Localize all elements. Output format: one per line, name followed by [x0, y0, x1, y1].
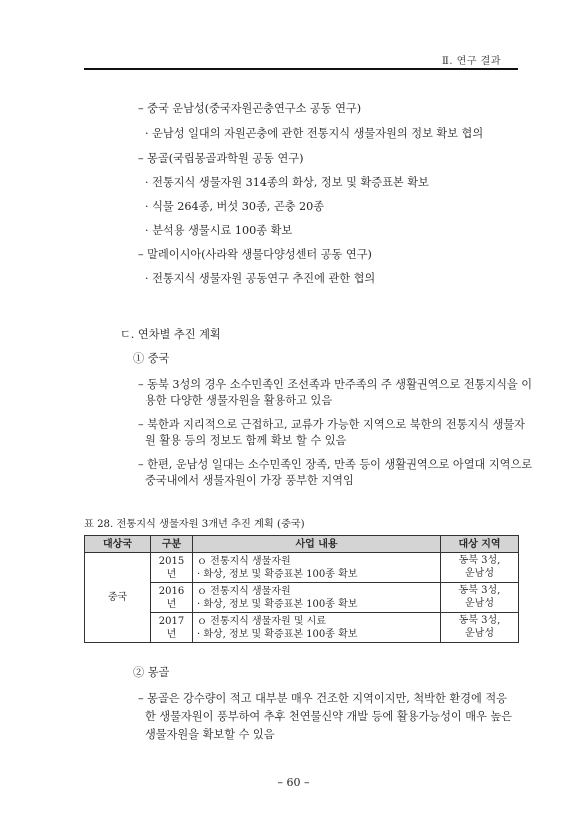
- sub-bullet-yunnan-info: · 운남성 일대의 자원곤충에 관한 전통지식 생물자원의 정보 확보 협의: [145, 127, 484, 140]
- china-para-2-line-1: – 북한과 지리적으로 근접하고, 교류가 가능한 지역으로 북한의 전통지식 생물자: [138, 418, 525, 431]
- content-line: · 화상, 정보 및 확증표본 100종 확보: [197, 568, 358, 580]
- sub-bullet-malaysia-consult: · 전통지식 생물자원 공동연구 추진에 관한 협의: [145, 272, 376, 285]
- content-line: ｏ 전통지식 생물자원: [197, 585, 291, 597]
- bullet-mongolia: – 몽골(국립몽골과학원 공동 연구): [138, 152, 304, 165]
- content-line: ｏ 전통지식 생물자원 및 시료: [197, 615, 326, 627]
- china-para-1-line-1: – 동북 3성의 경우 소수민족인 조선족과 만주족의 주 생활권역으로 전통지식을 이: [138, 378, 533, 391]
- table-row: [85, 553, 519, 583]
- china-para-3-line-2: 중국내에서 생물자원이 가장 풍부한 지역임: [145, 474, 354, 487]
- content-line: · 화상, 정보 및 확증표본 100종 확보: [197, 628, 358, 640]
- content-line: · 화상, 정보 및 확증표본 100종 확보: [197, 598, 358, 610]
- bullet-yunnan: – 중국 운남성(중국자원곤충연구소 공동 연구): [138, 102, 362, 115]
- subheading-china: ① 중국: [133, 352, 170, 365]
- header-country: 대상국: [85, 536, 151, 553]
- bullet-malaysia: – 말레이시아(사라왁 생물다양성센터 공동 연구): [138, 248, 372, 261]
- header-rule: [84, 68, 518, 70]
- header-category: 구분: [151, 536, 193, 553]
- year-cell: 2016년: [151, 583, 193, 613]
- table-header-row: [85, 536, 519, 553]
- region-line: 동북 3성,: [458, 615, 501, 626]
- country-cell: 중국: [85, 553, 151, 643]
- region-cell: [441, 583, 519, 613]
- region-line: 운남성: [465, 627, 494, 639]
- year-cell: 2015년: [151, 553, 193, 583]
- region-cell: [441, 613, 519, 643]
- mongolia-para-line-1: – 몽골은 강수량이 적고 대부분 매우 건조한 지역이지만, 척박한 환경에 적응: [138, 692, 507, 705]
- content-cell: [193, 583, 441, 613]
- china-para-2-line-2: 원 활용 등의 정보도 함께 확보 할 수 있음: [145, 434, 347, 447]
- region-cell: [441, 553, 519, 583]
- header-content: 사업 내용: [193, 536, 441, 553]
- china-para-1-line-2: 용한 다양한 생물자원을 활용하고 있음: [145, 394, 333, 407]
- mongolia-para-line-2: 한 생물자원이 풍부하여 추후 천연물신약 개발 등에 활용가능성이 매우 높은: [145, 710, 513, 723]
- region-line: 운남성: [465, 567, 494, 579]
- sub-bullet-mongolia-species: · 식물 264종, 버섯 30종, 곤충 20종: [145, 200, 325, 213]
- content-line: ｏ 전통지식 생물자원: [197, 555, 291, 567]
- china-para-3-line-1: – 한편, 운남성 일대는 소수민족인 장족, 만족 등이 생활권역으로 아열대 지역으로: [138, 458, 533, 471]
- region-line: 동북 3성,: [458, 555, 501, 566]
- mongolia-para-line-3: 생물자원을 확보할 수 있음: [145, 728, 275, 741]
- content-cell: [193, 553, 441, 583]
- table-row: [85, 613, 519, 643]
- sub-bullet-mongolia-samples: · 분석용 생물시료 100종 확보: [145, 224, 293, 237]
- region-line: 운남성: [465, 597, 494, 609]
- section-heading-yearly-plan: ㄷ. 연차별 추진 계획: [120, 328, 221, 341]
- header-region: 대상 지역: [441, 536, 519, 553]
- subheading-mongolia: ② 몽골: [133, 666, 170, 679]
- table-row: [85, 583, 519, 613]
- plan-table: [84, 535, 519, 643]
- content-cell: [193, 613, 441, 643]
- table-caption: 표 28. 전통지식 생물자원 3개년 추진 계획 (중국): [84, 519, 305, 530]
- sub-bullet-mongolia-314: · 전통지식 생물자원 314종의 화상, 정보 및 확증표본 확보: [145, 176, 429, 189]
- running-header: Ⅱ. 연구 결과: [442, 56, 501, 67]
- page-number: – 60 –: [277, 776, 310, 789]
- year-cell: 2017년: [151, 613, 193, 643]
- region-line: 동북 3성,: [458, 585, 501, 596]
